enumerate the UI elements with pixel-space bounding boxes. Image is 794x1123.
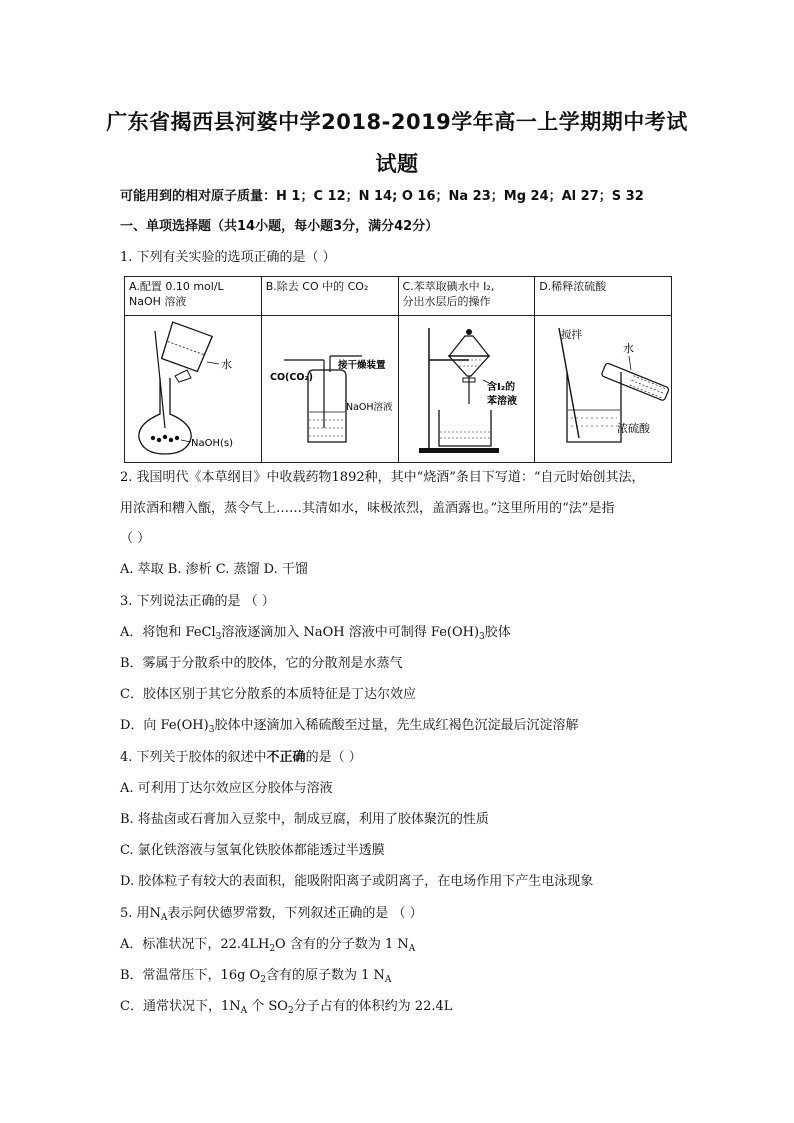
q3-option-c: C．胶体区别于其它分散系的本质特征是丁达尔效应: [120, 687, 416, 702]
q4-option-a: A. 可利用丁达尔效应区分胶体与溶液: [120, 781, 333, 796]
q5-b-sub1: 2: [260, 975, 266, 985]
exam-title-line2: 试题: [375, 152, 419, 176]
q1-header-c-line2: 分出水层后的操作: [402, 295, 491, 308]
q1-header-b-line1: B.除去 CO 中的 CO₂: [265, 280, 369, 293]
q5-b-text2: 含有的原子数为 1 N: [265, 968, 385, 983]
label-conc-acid: 浓硫酸: [617, 422, 651, 435]
q2-options: A. 萃取 B. 渗析 C. 蒸馏 D. 干馏: [120, 562, 308, 577]
q5-a-sub1: 2: [269, 944, 276, 954]
q3-d-sub: 3: [208, 725, 215, 735]
q3-a-text1: A．将饱和 FeCl: [120, 625, 216, 640]
q2-line2: 用浓酒和糟入甑，蒸令气上……其清如水，味极浓烈，盖酒露也。”这里所用的“法”是指: [120, 501, 615, 516]
atomic-masses: 可能用到的相对原子质量：H 1；C 12；N 14; O 16；Na 23；Mg 24；Al 27；S 32: [120, 189, 644, 204]
q1-stem: 1. 下列有关实验的选项正确的是（ ）: [120, 250, 336, 265]
q1-options-table: [124, 276, 672, 463]
volumetric-flask-icon: [139, 378, 191, 454]
q2-paren: （ ）: [120, 531, 151, 546]
q4-stem-text2: 的是（ ）: [305, 750, 362, 765]
q1-header-d: [535, 277, 672, 316]
pouring-beaker-icon: [160, 322, 212, 372]
q5-stem-text2: 表示阿伏德罗常数，下列叙述正确的是 （ ）: [167, 906, 423, 921]
stirring-rod-icon: [559, 328, 579, 438]
q5-c-sub2: 2: [287, 1006, 294, 1016]
q1-header-d-line1: D.稀释浓硫酸: [539, 280, 607, 293]
q3-a-text2: 溶液逐滴加入 NaOH 溶液中可制得 Fe(OH): [221, 625, 480, 640]
separatory-funnel-diagram: [399, 316, 535, 458]
q1-header-c-line1: C.苯萃取碘水中 I₂,: [402, 280, 495, 293]
q3-a-sub2: 3: [479, 632, 485, 642]
label-naoh-solid: NaOH(s): [191, 438, 234, 449]
label-to-dryer: 接干燥装置: [337, 360, 386, 371]
q5-a-text2: O 含有的分子数为 1 N: [275, 937, 409, 952]
label-co-co2: CO(CO₂): [269, 372, 313, 383]
q2-line1: 2. 我国明代《本草纲目》中收载药物1892种，其中“烧酒”条目下写道：“自元时始创其法，: [120, 470, 645, 485]
q5-c-text1: C．通常状况下，1N: [120, 999, 241, 1014]
beaker-icon: [439, 410, 491, 446]
q5-c-text3: 分子占有的体积约为 22.4L: [293, 999, 453, 1014]
gas-washing-diagram: [262, 316, 398, 458]
q3-option-b: B．雾属于分散系中的胶体，它的分散剂是水蒸气: [120, 656, 403, 671]
q1-header-a: [125, 277, 262, 316]
q5-stem: [120, 905, 423, 927]
q3-stem: 3. 下列说法正确的是 （ ）: [120, 594, 275, 609]
dilution-beaker-icon: [567, 372, 621, 442]
dilution-diagram: [535, 316, 671, 458]
label-naoh-solution: NaOH溶液: [345, 402, 393, 413]
exam-title-line1: 广东省揭西县河婆中学2018-2019学年高一上学期期中考试: [106, 110, 688, 134]
q1-figure-d: [535, 316, 672, 463]
label-water-a: 水: [221, 358, 232, 371]
q3-d-text2: 胶体中逐滴加入稀硫酸至过量，先生成红褐色沉淀最后沉淀溶解: [214, 718, 579, 733]
q5-a-text1: A．标准状况下，22.4LH: [120, 937, 270, 952]
q5-c-text2: 个 SO: [247, 999, 288, 1014]
q5-a-sub2: A: [408, 944, 416, 954]
q3-a-text3: 胶体: [484, 625, 511, 640]
q1-header-c: [398, 277, 535, 316]
label-i2-line1: 含I₂的: [486, 382, 515, 393]
volumetric-flask-diagram: [125, 316, 261, 458]
wash-bottle-icon: [308, 370, 346, 442]
q5-option-c: [120, 998, 452, 1020]
q5-option-a: [120, 936, 415, 958]
q1-figure-c: [398, 316, 535, 463]
q3-option-a: [120, 624, 511, 646]
q1-figure-a: [125, 316, 262, 463]
q1-header-a-line2: NaOH 溶液: [129, 295, 187, 308]
q1-figure-b: [261, 316, 398, 463]
q4-stem: [120, 749, 362, 767]
test-tube-icon: [601, 363, 669, 401]
q1-header-a-line1: A.配置 0.10 mol/L: [129, 280, 224, 293]
section-heading: 一、单项选择题（共14小题，每小题3分，满分42分）: [120, 219, 439, 234]
q4-option-b: B. 将盐卤或石膏加入豆浆中，制成豆腐，利用了胶体聚沉的性质: [120, 812, 489, 827]
q3-option-d: [120, 717, 578, 739]
q5-b-text1: B．常温常压下，16g O: [120, 968, 261, 983]
label-stir: 搅拌: [561, 329, 583, 341]
q5-c-sub1: A: [240, 1006, 248, 1016]
q5-option-b: [120, 967, 391, 989]
label-water-d: 水: [623, 342, 635, 355]
q3-d-text1: D．向 Fe(OH): [120, 718, 209, 733]
separatory-funnel-icon: [449, 336, 489, 356]
label-i2-line2: 苯溶液: [486, 396, 517, 407]
q1-header-b: [261, 277, 398, 316]
q5-b-sub2: A: [384, 975, 392, 985]
q4-option-d: D. 胶体粒子有较大的表面积，能吸附阳离子或阴离子，在电场作用下产生电泳现象: [120, 874, 594, 889]
q4-stem-text1: 4. 下列关于胶体的叙述中: [120, 750, 267, 765]
q4-stem-emphasis: 不正确: [266, 750, 306, 765]
q4-option-c: C. 氯化铁溶液与氢氧化铁胶体都能透过半透膜: [120, 843, 385, 858]
q5-stem-text1: 5. 用N: [120, 906, 161, 921]
q5-stem-sub: A: [160, 913, 168, 923]
q3-a-sub1: 3: [215, 632, 222, 642]
